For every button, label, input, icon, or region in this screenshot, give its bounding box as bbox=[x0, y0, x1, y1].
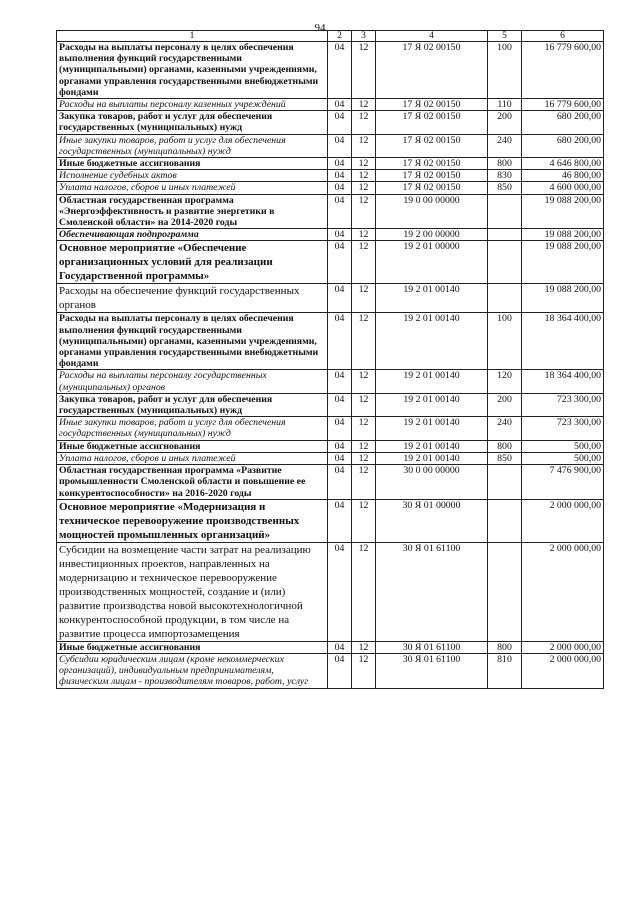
table-row bbox=[57, 370, 604, 393]
table-row bbox=[57, 241, 604, 284]
row-name-cell: Расходы на выплаты персоналу государственных (муниципальных) органов bbox=[57, 370, 328, 393]
column-header-expense-type: 5 bbox=[488, 31, 522, 42]
table-row bbox=[57, 194, 604, 229]
row-expense-type-cell: 850 bbox=[488, 182, 522, 194]
row-expense-type-cell: 100 bbox=[488, 42, 522, 99]
row-subsection-cell: 12 bbox=[352, 417, 376, 440]
row-expense-type-cell: 240 bbox=[488, 134, 522, 157]
row-expense-type-cell: 800 bbox=[488, 440, 522, 452]
row-expense-type-cell bbox=[488, 542, 522, 641]
row-section-cell: 04 bbox=[328, 465, 352, 500]
row-section-cell: 04 bbox=[328, 393, 352, 416]
row-expense-type-cell: 800 bbox=[488, 641, 522, 653]
table-row bbox=[57, 42, 604, 99]
row-section-cell: 04 bbox=[328, 99, 352, 111]
row-section-cell: 04 bbox=[328, 653, 352, 688]
row-amount-cell: 16 779 600,00 bbox=[522, 42, 604, 99]
row-name-cell: Закупка товаров, работ и услуг для обеспечения государственных (муниципальных) нужд bbox=[57, 393, 328, 416]
row-amount-cell: 19 088 200,00 bbox=[522, 194, 604, 229]
column-header-name: 1 bbox=[57, 31, 328, 42]
table-row bbox=[57, 393, 604, 416]
row-target-code-cell: 17 Я 02 00150 bbox=[376, 170, 488, 182]
row-target-code-cell: 19 2 01 00140 bbox=[376, 393, 488, 416]
row-section-cell: 04 bbox=[328, 452, 352, 464]
table-row bbox=[57, 465, 604, 500]
row-name-cell: Субсидии на возмещение части затрат на реализацию инвестиционных проектов, направленных на модернизацию и техническое перевооружение производственных мощностей, создание и (или) развитие производства новой высокотехнологичной конкурентоспособной продукции, в том числе на развитие процесса импортозамещения bbox=[57, 542, 328, 641]
row-amount-cell: 2 000 000,00 bbox=[522, 653, 604, 688]
row-section-cell: 04 bbox=[328, 182, 352, 194]
table-row bbox=[57, 134, 604, 157]
row-subsection-cell: 12 bbox=[352, 465, 376, 500]
row-subsection-cell: 12 bbox=[352, 182, 376, 194]
row-expense-type-cell: 120 bbox=[488, 370, 522, 393]
row-name-cell: Расходы на обеспечение функций государственных органов bbox=[57, 284, 328, 313]
row-target-code-cell: 19 2 01 00140 bbox=[376, 284, 488, 313]
row-section-cell: 04 bbox=[328, 542, 352, 641]
row-subsection-cell: 12 bbox=[352, 158, 376, 170]
row-subsection-cell: 12 bbox=[352, 653, 376, 688]
row-amount-cell: 19 088 200,00 bbox=[522, 229, 604, 241]
table-row bbox=[57, 417, 604, 440]
row-subsection-cell: 12 bbox=[352, 452, 376, 464]
row-amount-cell: 2 000 000,00 bbox=[522, 542, 604, 641]
table-row bbox=[57, 229, 604, 241]
row-amount-cell: 7 476 900,00 bbox=[522, 465, 604, 500]
row-name-cell: Исполнение судебных актов bbox=[57, 170, 328, 182]
row-expense-type-cell: 240 bbox=[488, 417, 522, 440]
row-section-cell: 04 bbox=[328, 284, 352, 313]
row-name-cell: Иные бюджетные ассигнования bbox=[57, 440, 328, 452]
row-name-cell: Иные закупки товаров, работ и услуг для обеспечения государственных (муниципальных) нужд bbox=[57, 134, 328, 157]
row-target-code-cell: 30 Я 01 61100 bbox=[376, 653, 488, 688]
table-row bbox=[57, 653, 604, 688]
row-name-cell: Обеспечивающая подпрограмма bbox=[57, 229, 328, 241]
row-name-cell: Закупка товаров, работ и услуг для обеспечения государственных (муниципальных) нужд bbox=[57, 111, 328, 134]
row-section-cell: 04 bbox=[328, 499, 352, 542]
row-target-code-cell: 17 Я 02 00150 bbox=[376, 158, 488, 170]
row-expense-type-cell bbox=[488, 229, 522, 241]
row-target-code-cell: 30 Я 01 61100 bbox=[376, 641, 488, 653]
row-subsection-cell: 12 bbox=[352, 542, 376, 641]
row-name-cell: Областная государственная программа «Энергоэффективность и развитие энергетики в Смоленской области» на 2014-2020 годы bbox=[57, 194, 328, 229]
row-name-cell: Субсидии юридическим лицам (кроме некоммерческих организаций), индивидуальным предпринимателям, физическим лицам - производителям товаров, работ, услуг bbox=[57, 653, 328, 688]
row-subsection-cell: 12 bbox=[352, 99, 376, 111]
row-target-code-cell: 19 2 00 00000 bbox=[376, 229, 488, 241]
row-target-code-cell: 17 Я 02 00150 bbox=[376, 99, 488, 111]
table-row bbox=[57, 111, 604, 134]
row-amount-cell: 680 200,00 bbox=[522, 111, 604, 134]
row-target-code-cell: 19 2 01 00000 bbox=[376, 241, 488, 284]
row-amount-cell: 46 800,00 bbox=[522, 170, 604, 182]
row-name-cell: Расходы на выплаты персоналу в целях обеспечения выполнения функций государственными (муниципальными) органами, казенными учреждениями, органами управления государственными внебюджетными фондами bbox=[57, 313, 328, 370]
table-row bbox=[57, 440, 604, 452]
row-subsection-cell: 12 bbox=[352, 499, 376, 542]
row-target-code-cell: 17 Я 02 00150 bbox=[376, 182, 488, 194]
row-expense-type-cell: 200 bbox=[488, 111, 522, 134]
row-target-code-cell: 30 Я 01 00000 bbox=[376, 499, 488, 542]
row-expense-type-cell: 200 bbox=[488, 393, 522, 416]
row-expense-type-cell bbox=[488, 499, 522, 542]
row-section-cell: 04 bbox=[328, 158, 352, 170]
row-amount-cell: 723 300,00 bbox=[522, 393, 604, 416]
row-section-cell: 04 bbox=[328, 313, 352, 370]
table-row bbox=[57, 158, 604, 170]
row-target-code-cell: 17 Я 02 00150 bbox=[376, 134, 488, 157]
row-section-cell: 04 bbox=[328, 641, 352, 653]
row-expense-type-cell bbox=[488, 465, 522, 500]
row-target-code-cell: 17 Я 02 00150 bbox=[376, 42, 488, 99]
row-name-cell: Основное мероприятие «Модернизация и техническое перевооружение производственных мощностей промышленных организаций» bbox=[57, 499, 328, 542]
row-amount-cell: 19 088 200,00 bbox=[522, 284, 604, 313]
column-header-target-code: 4 bbox=[376, 31, 488, 42]
row-target-code-cell: 19 2 01 00140 bbox=[376, 440, 488, 452]
column-header-amount: 6 bbox=[522, 31, 604, 42]
row-subsection-cell: 12 bbox=[352, 134, 376, 157]
row-subsection-cell: 12 bbox=[352, 170, 376, 182]
row-subsection-cell: 12 bbox=[352, 229, 376, 241]
row-section-cell: 04 bbox=[328, 42, 352, 99]
row-section-cell: 04 bbox=[328, 229, 352, 241]
row-name-cell: Иные бюджетные ассигнования bbox=[57, 641, 328, 653]
row-subsection-cell: 12 bbox=[352, 440, 376, 452]
row-section-cell: 04 bbox=[328, 417, 352, 440]
row-expense-type-cell: 800 bbox=[488, 158, 522, 170]
row-section-cell: 04 bbox=[328, 194, 352, 229]
row-name-cell: Уплата налогов, сборов и иных платежей bbox=[57, 182, 328, 194]
row-amount-cell: 2 000 000,00 bbox=[522, 641, 604, 653]
table-row bbox=[57, 170, 604, 182]
row-expense-type-cell bbox=[488, 194, 522, 229]
page-number: 94 bbox=[314, 22, 326, 34]
row-target-code-cell: 17 Я 02 00150 bbox=[376, 111, 488, 134]
row-amount-cell: 18 364 400,00 bbox=[522, 370, 604, 393]
row-amount-cell: 2 000 000,00 bbox=[522, 499, 604, 542]
row-subsection-cell: 12 bbox=[352, 393, 376, 416]
row-target-code-cell: 19 2 01 00140 bbox=[376, 452, 488, 464]
row-target-code-cell: 19 2 01 00140 bbox=[376, 417, 488, 440]
row-expense-type-cell: 100 bbox=[488, 313, 522, 370]
row-section-cell: 04 bbox=[328, 241, 352, 284]
row-target-code-cell: 19 0 00 00000 bbox=[376, 194, 488, 229]
row-amount-cell: 19 088 200,00 bbox=[522, 241, 604, 284]
row-section-cell: 04 bbox=[328, 440, 352, 452]
table-row bbox=[57, 182, 604, 194]
row-name-cell: Иные закупки товаров, работ и услуг для обеспечения государственных (муниципальных) нужд bbox=[57, 417, 328, 440]
table-row bbox=[57, 284, 604, 313]
row-section-cell: 04 bbox=[328, 370, 352, 393]
row-name-cell: Иные бюджетные ассигнования bbox=[57, 158, 328, 170]
row-subsection-cell: 12 bbox=[352, 370, 376, 393]
table-row bbox=[57, 641, 604, 653]
row-amount-cell: 4 600 000,00 bbox=[522, 182, 604, 194]
row-section-cell: 04 bbox=[328, 111, 352, 134]
table-header-row bbox=[57, 31, 604, 42]
row-name-cell: Уплата налогов, сборов и иных платежей bbox=[57, 452, 328, 464]
row-subsection-cell: 12 bbox=[352, 284, 376, 313]
row-expense-type-cell bbox=[488, 284, 522, 313]
row-expense-type-cell: 850 bbox=[488, 452, 522, 464]
row-amount-cell: 18 364 400,00 bbox=[522, 313, 604, 370]
row-subsection-cell: 12 bbox=[352, 42, 376, 99]
row-target-code-cell: 19 2 01 00140 bbox=[376, 313, 488, 370]
row-name-cell: Областная государственная программа «Развитие промышленности Смоленской области и повышение ее конкурентоспособности» на 2016-2020 годы bbox=[57, 465, 328, 500]
row-subsection-cell: 12 bbox=[352, 194, 376, 229]
row-expense-type-cell: 830 bbox=[488, 170, 522, 182]
column-header-section: 2 bbox=[328, 31, 352, 42]
row-section-cell: 04 bbox=[328, 170, 352, 182]
row-section-cell: 04 bbox=[328, 134, 352, 157]
row-amount-cell: 500,00 bbox=[522, 452, 604, 464]
row-name-cell: Расходы на выплаты персоналу казенных учреждений bbox=[57, 99, 328, 111]
row-subsection-cell: 12 bbox=[352, 641, 376, 653]
row-expense-type-cell: 110 bbox=[488, 99, 522, 111]
row-subsection-cell: 12 bbox=[352, 313, 376, 370]
column-header-subsection: 3 bbox=[352, 31, 376, 42]
row-target-code-cell: 30 Я 01 61100 bbox=[376, 542, 488, 641]
row-expense-type-cell: 810 bbox=[488, 653, 522, 688]
row-target-code-cell: 30 0 00 00000 bbox=[376, 465, 488, 500]
row-amount-cell: 500,00 bbox=[522, 440, 604, 452]
row-amount-cell: 16 779 600,00 bbox=[522, 99, 604, 111]
row-subsection-cell: 12 bbox=[352, 111, 376, 134]
row-name-cell: Расходы на выплаты персоналу в целях обеспечения выполнения функций государственными (муниципальными) органами, казенными учреждениями, органами управления государственными внебюджетными фондами bbox=[57, 42, 328, 99]
row-subsection-cell: 12 bbox=[352, 241, 376, 284]
table-row bbox=[57, 452, 604, 464]
row-name-cell: Основное мероприятие «Обеспечение организационных условий для реализации Государственной программы» bbox=[57, 241, 328, 284]
row-amount-cell: 4 646 800,00 bbox=[522, 158, 604, 170]
budget-table bbox=[56, 30, 604, 689]
table-row bbox=[57, 313, 604, 370]
row-target-code-cell: 19 2 01 00140 bbox=[376, 370, 488, 393]
table-row bbox=[57, 99, 604, 111]
row-amount-cell: 680 200,00 bbox=[522, 134, 604, 157]
table-row bbox=[57, 499, 604, 542]
row-expense-type-cell bbox=[488, 241, 522, 284]
row-amount-cell: 723 300,00 bbox=[522, 417, 604, 440]
table-row bbox=[57, 542, 604, 641]
